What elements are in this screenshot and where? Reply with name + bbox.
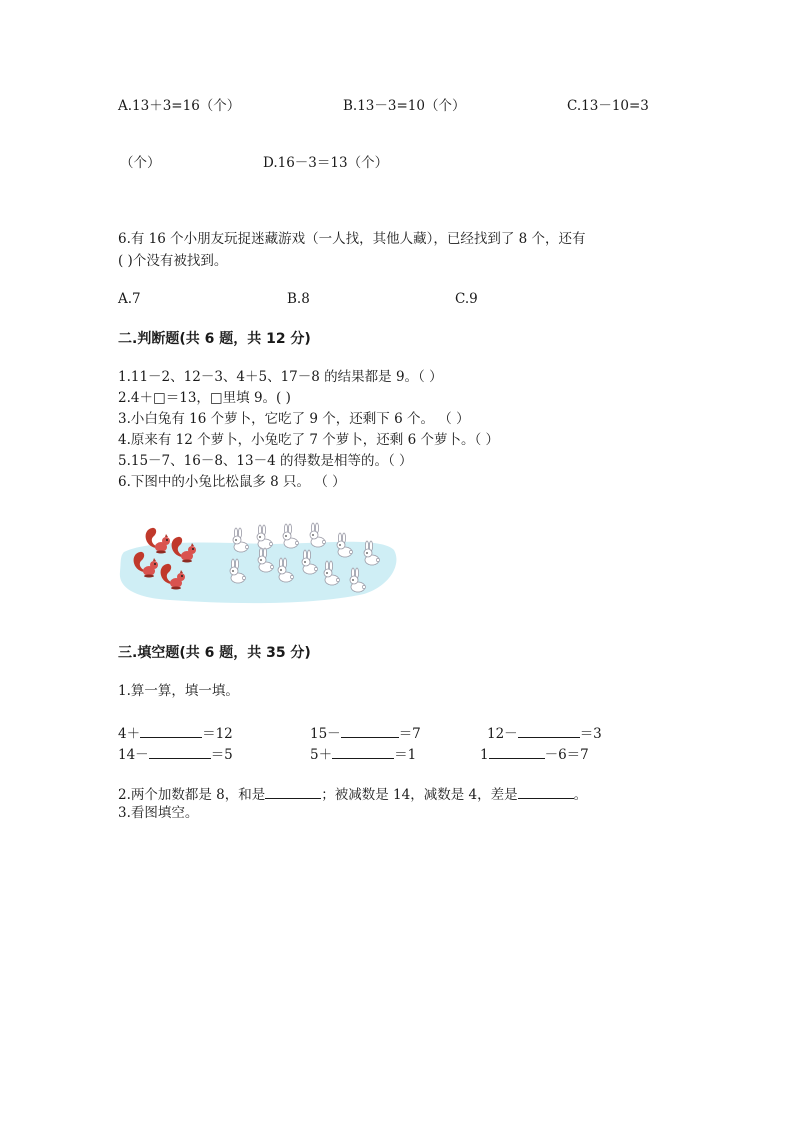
- judge-item-4: 4.原来有 12 个萝卜，小兔吃了 7 个萝卜，还剩 6 个萝卜。（ ）: [118, 432, 500, 448]
- equation-r2c2: [310, 746, 416, 763]
- answer-blank[interactable]: [518, 725, 580, 738]
- fill-q2-text: 。: [573, 787, 588, 803]
- q5-option-c-cont: （个）: [120, 155, 161, 171]
- equation-text: 12－: [487, 726, 518, 742]
- fill-q1-title: 1.算一算，填一填。: [118, 683, 239, 699]
- equation-text: ＝1: [394, 747, 417, 763]
- equation-text: ＝12: [202, 726, 233, 742]
- equation-text: 4＋: [118, 726, 141, 742]
- answer-blank[interactable]: [265, 786, 321, 799]
- equation-text: ＝7: [398, 726, 421, 742]
- judge-item-2: 2.4＋□＝13，□里填 9。( ): [118, 390, 291, 406]
- q6-option-b: B.8: [287, 291, 310, 307]
- equation-text: 1: [480, 747, 489, 763]
- rabbit-icon: [233, 528, 249, 552]
- equation-r1c2: [310, 725, 421, 742]
- answer-blank[interactable]: [489, 746, 545, 759]
- answer-blank[interactable]: [140, 725, 202, 738]
- judge-item-3: 3.小白兔有 16 个萝卜，它吃了 9 个，还剩下 6 个。 （ ）: [118, 411, 470, 427]
- q5-option-a: A.13＋3=16（个）: [118, 98, 241, 114]
- equation-text: 14－: [118, 747, 149, 763]
- fill-q3: 3.看图填空。: [118, 805, 199, 821]
- fill-q2-text: ；被减数是 14，减数是 4，差是: [321, 787, 518, 803]
- equation-r2c1: [118, 746, 233, 763]
- q6-text-line2: ( )个没有被找到。: [118, 253, 228, 269]
- squirrels-rabbits-picture: [118, 522, 398, 606]
- fill-q2: [118, 786, 587, 803]
- equation-text: ＝3: [579, 726, 602, 742]
- q5-option-d: D.16－3＝13（个）: [263, 155, 389, 171]
- equation-r1c1: [118, 725, 233, 742]
- equation-text: 5＋: [310, 747, 333, 763]
- q5-option-b: B.13－3=10（个）: [343, 98, 466, 114]
- judge-item-5: 5.15－7、16－8、13－4 的得数是相等的。（ ）: [118, 453, 413, 469]
- section2-title: 二.判断题(共 6 题，共 12 分): [118, 331, 311, 347]
- judge-item-1: 1.11－2、12－3、4＋5、17－8 的结果都是 9。（ ）: [118, 369, 443, 385]
- section3-title: 三.填空题(共 6 题，共 35 分): [118, 645, 311, 661]
- rabbit-icon: [310, 523, 326, 547]
- fill-q2-text: 2.两个加数都是 8，和是: [118, 787, 266, 803]
- answer-blank[interactable]: [341, 725, 399, 738]
- q6-text-line1: 6.有 16 个小朋友玩捉迷藏游戏（一人找，其他人藏），已经找到了 8 个，还有: [118, 231, 586, 247]
- answer-blank[interactable]: [332, 746, 394, 759]
- q6-option-a: A.7: [118, 291, 141, 307]
- equation-text: 15－: [310, 726, 341, 742]
- equation-text: －6＝7: [544, 747, 589, 763]
- rabbit-icon: [283, 524, 299, 548]
- answer-blank[interactable]: [149, 746, 211, 759]
- judge-item-6: 6.下图中的小兔比松鼠多 8 只。 （ ）: [118, 474, 346, 490]
- q5-option-c: C.13－10=3: [567, 98, 649, 114]
- equation-r2c3: [480, 746, 589, 763]
- answer-blank[interactable]: [518, 786, 574, 799]
- q6-option-c: C.9: [455, 291, 478, 307]
- rabbit-icon: [257, 525, 273, 549]
- equation-r1c3: [487, 725, 602, 742]
- equation-text: ＝5: [210, 747, 233, 763]
